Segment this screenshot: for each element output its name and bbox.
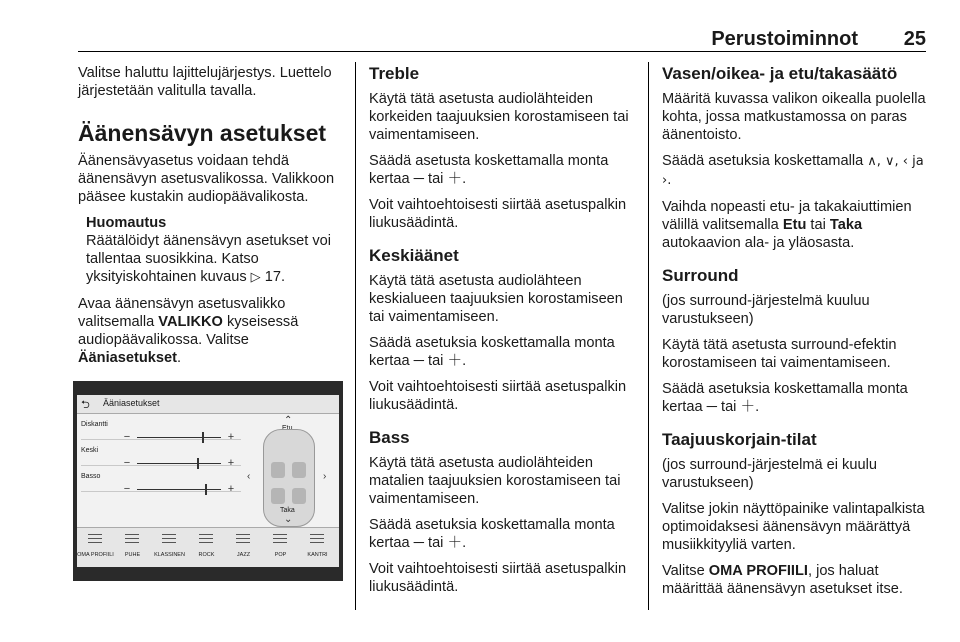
chevron-down-icon[interactable]: ⌄ (284, 514, 293, 525)
open-menu-paragraph: Avaa äänensävyn asetusvalikko valitsemalla VALIKKO kyseisessä audiopäävalikossa. Valitse Ääniasetukset. (78, 296, 299, 366)
slider-knob[interactable] (197, 458, 199, 469)
chevron-right-icon[interactable]: › (323, 471, 327, 482)
screen (77, 395, 339, 567)
intro-paragraph: Valitse haluttu lajittelujärjestys. Luettelo järjestetään valitulla tavalla. (78, 65, 332, 99)
section-title: Perustoiminnot (711, 28, 858, 50)
bass-paragraph-2: Säädä asetuksia koskettamalla monta kertaa ─ tai ＋. (369, 517, 615, 551)
treble-paragraph-3: Voit vaihtoehtoisesti siirtää asetuspalkin liukusäädintä. (369, 197, 627, 231)
page-header (78, 26, 926, 50)
seat-icon (271, 462, 285, 478)
seat-icon (271, 488, 285, 504)
sound-settings-screenshot (73, 381, 343, 581)
slider-knob[interactable] (205, 484, 207, 495)
bass-paragraph-1: Käytä tätä asetusta audiolähteiden matalien taajuuksien korostamiseen tai vaimentamiseen. (369, 455, 621, 507)
slider-track[interactable] (137, 489, 221, 490)
screen-top-bar (77, 395, 339, 414)
minus-button[interactable]: − (123, 431, 131, 443)
mid-row (81, 443, 241, 469)
equalizer-icon (273, 534, 287, 546)
equalizer-icon (125, 534, 139, 546)
preset-button[interactable]: PUHE (114, 528, 151, 567)
slider-track[interactable] (137, 437, 221, 438)
slider-track[interactable] (137, 463, 221, 464)
bass-row (81, 469, 241, 495)
seat-icon (292, 462, 306, 478)
treble-row (81, 417, 241, 443)
preset-bar (77, 527, 339, 567)
rear-label: Taka (280, 507, 295, 514)
bass-paragraph-3: Voit vaihtoehtoisesti siirtää asetuspalkin liukusäädintä. (369, 561, 627, 595)
plus-button[interactable]: + (227, 457, 235, 469)
direction-icons: ∧, ∨, ‹ ja ›. (662, 154, 924, 188)
screen-title: Ääniasetukset (103, 398, 160, 408)
preset-button[interactable]: POP (262, 528, 299, 567)
menu-keyword: VALIKKO (158, 314, 223, 330)
row-label: Keski (81, 447, 99, 454)
mid-paragraph-2: Säädä asetuksia koskettamalla monta kertaa ─ tai ＋. (369, 335, 615, 369)
treble-heading: Treble (369, 64, 420, 83)
plus-button[interactable]: + (227, 483, 235, 495)
preset-button[interactable]: JAZZ (225, 528, 262, 567)
preset-button[interactable]: OMA PROFIILI (77, 528, 114, 567)
equalizer-paragraph-3: Valitse OMA PROFIILI, jos haluat määrittää äänensävyn asetukset itse. (662, 563, 903, 597)
chevron-left-icon[interactable]: ‹ (247, 471, 251, 482)
surround-paragraph-3: Säädä asetuksia koskettamalla monta kertaa ─ tai ＋. (662, 381, 908, 415)
equalizer-paragraph-2: Valitse jokin näyttöpainike valintapalkista optimoidaksesi äänensävyn määrättyä musiikkityyliä varten. (662, 501, 925, 553)
mid-paragraph-3: Voit vaihtoehtoisesti siirtää asetuspalkin liukusäädintä. (369, 379, 627, 413)
equalizer-icon (88, 534, 102, 546)
balance-paragraph-2: Säädä asetuksia koskettamalla ∧, ∨, ‹ ja ›. (662, 153, 924, 188)
bass-heading: Bass (369, 428, 410, 447)
surround-paragraph-2: Käytä tätä asetusta surround-efektin korostamiseen tai vaimentamiseen. (662, 337, 897, 371)
treble-paragraph-1: Käytä tätä asetusta audiolähteiden korkeiden taajuuksien korostamiseen tai vaimentamiseen. (369, 91, 629, 143)
column-2 (369, 64, 631, 604)
sound-settings-keyword: Ääniasetukset (78, 350, 177, 366)
balance-paragraph-3: Vaihda nopeasti etu- ja takakaiuttimien välillä valitsemalla Etu tai Taka autokaavion ala- ja yläosasta. (662, 199, 912, 251)
rear-keyword: Taka (829, 217, 863, 233)
page-number: 25 (903, 28, 926, 50)
treble-paragraph-2: Säädä asetusta koskettamalla monta kertaa ─ tai ＋. (369, 153, 609, 187)
surround-paragraph-1: (jos surround-järjestelmä kuuluu varustukseen) (662, 293, 870, 327)
preset-button[interactable]: ROCK (188, 528, 225, 567)
note-box (86, 214, 340, 287)
equalizer-icon (310, 534, 324, 546)
front-keyword: Etu (782, 217, 807, 233)
mid-heading: Keskiäänet (369, 246, 459, 265)
column-1 (78, 64, 340, 375)
equalizer-heading: Taajuuskorjain-tilat (662, 430, 817, 449)
row-label: Diskantti (81, 421, 108, 428)
tone-settings-paragraph: Äänensävyasetus voidaan tehdä äänensävyn asetusvalikossa. Valikkoon pääsee kustakin audiopäävalikosta. (78, 153, 335, 205)
minus-button[interactable]: − (123, 457, 131, 469)
tone-settings-heading: Äänensävyn asetukset (78, 120, 327, 146)
header-rule (78, 51, 926, 52)
preset-button[interactable]: KANTRI (299, 528, 336, 567)
equalizer-icon (199, 534, 213, 546)
row-label: Basso (81, 473, 101, 480)
plus-button[interactable]: + (227, 431, 235, 443)
slider-knob[interactable] (202, 432, 204, 443)
chevron-up-icon[interactable]: ⌃ (284, 415, 293, 426)
surround-heading: Surround (662, 266, 739, 285)
page-ref-icon: ▷ (250, 270, 261, 285)
back-arrow-icon[interactable]: ⮌ (81, 399, 90, 411)
preset-button[interactable]: KLASSINEN (151, 528, 188, 567)
my-profile-keyword: OMA PROFIILI (708, 563, 808, 579)
note-page-ref[interactable]: 17. (264, 269, 286, 285)
balance-heading: Vasen/oikea- ja etu/takasäätö (662, 64, 898, 83)
equalizer-icon (162, 534, 176, 546)
balance-paragraph-1: Määritä kuvassa valikon oikealla puolella kohta, jossa matkustamossa on paras äänentoisto. (662, 91, 926, 143)
column-divider-1 (355, 62, 356, 610)
column-3 (662, 64, 926, 606)
mid-paragraph-1: Käytä tätä asetusta audiolähteen keskialueen taajuuksien korostamiseen tai vaimentamiseen. (369, 273, 623, 325)
note-text: Räätälöidyt äänensävyn asetukset voi tallentaa suosikkina. Katso yksityiskohtainen kuvaus (86, 233, 332, 285)
column-divider-2 (648, 62, 649, 610)
note-title: Huomautus (86, 215, 167, 231)
equalizer-icon (236, 534, 250, 546)
seat-icon (292, 488, 306, 504)
equalizer-paragraph-1: (jos surround-järjestelmä ei kuulu varustukseen) (662, 457, 877, 491)
minus-button[interactable]: − (123, 483, 131, 495)
